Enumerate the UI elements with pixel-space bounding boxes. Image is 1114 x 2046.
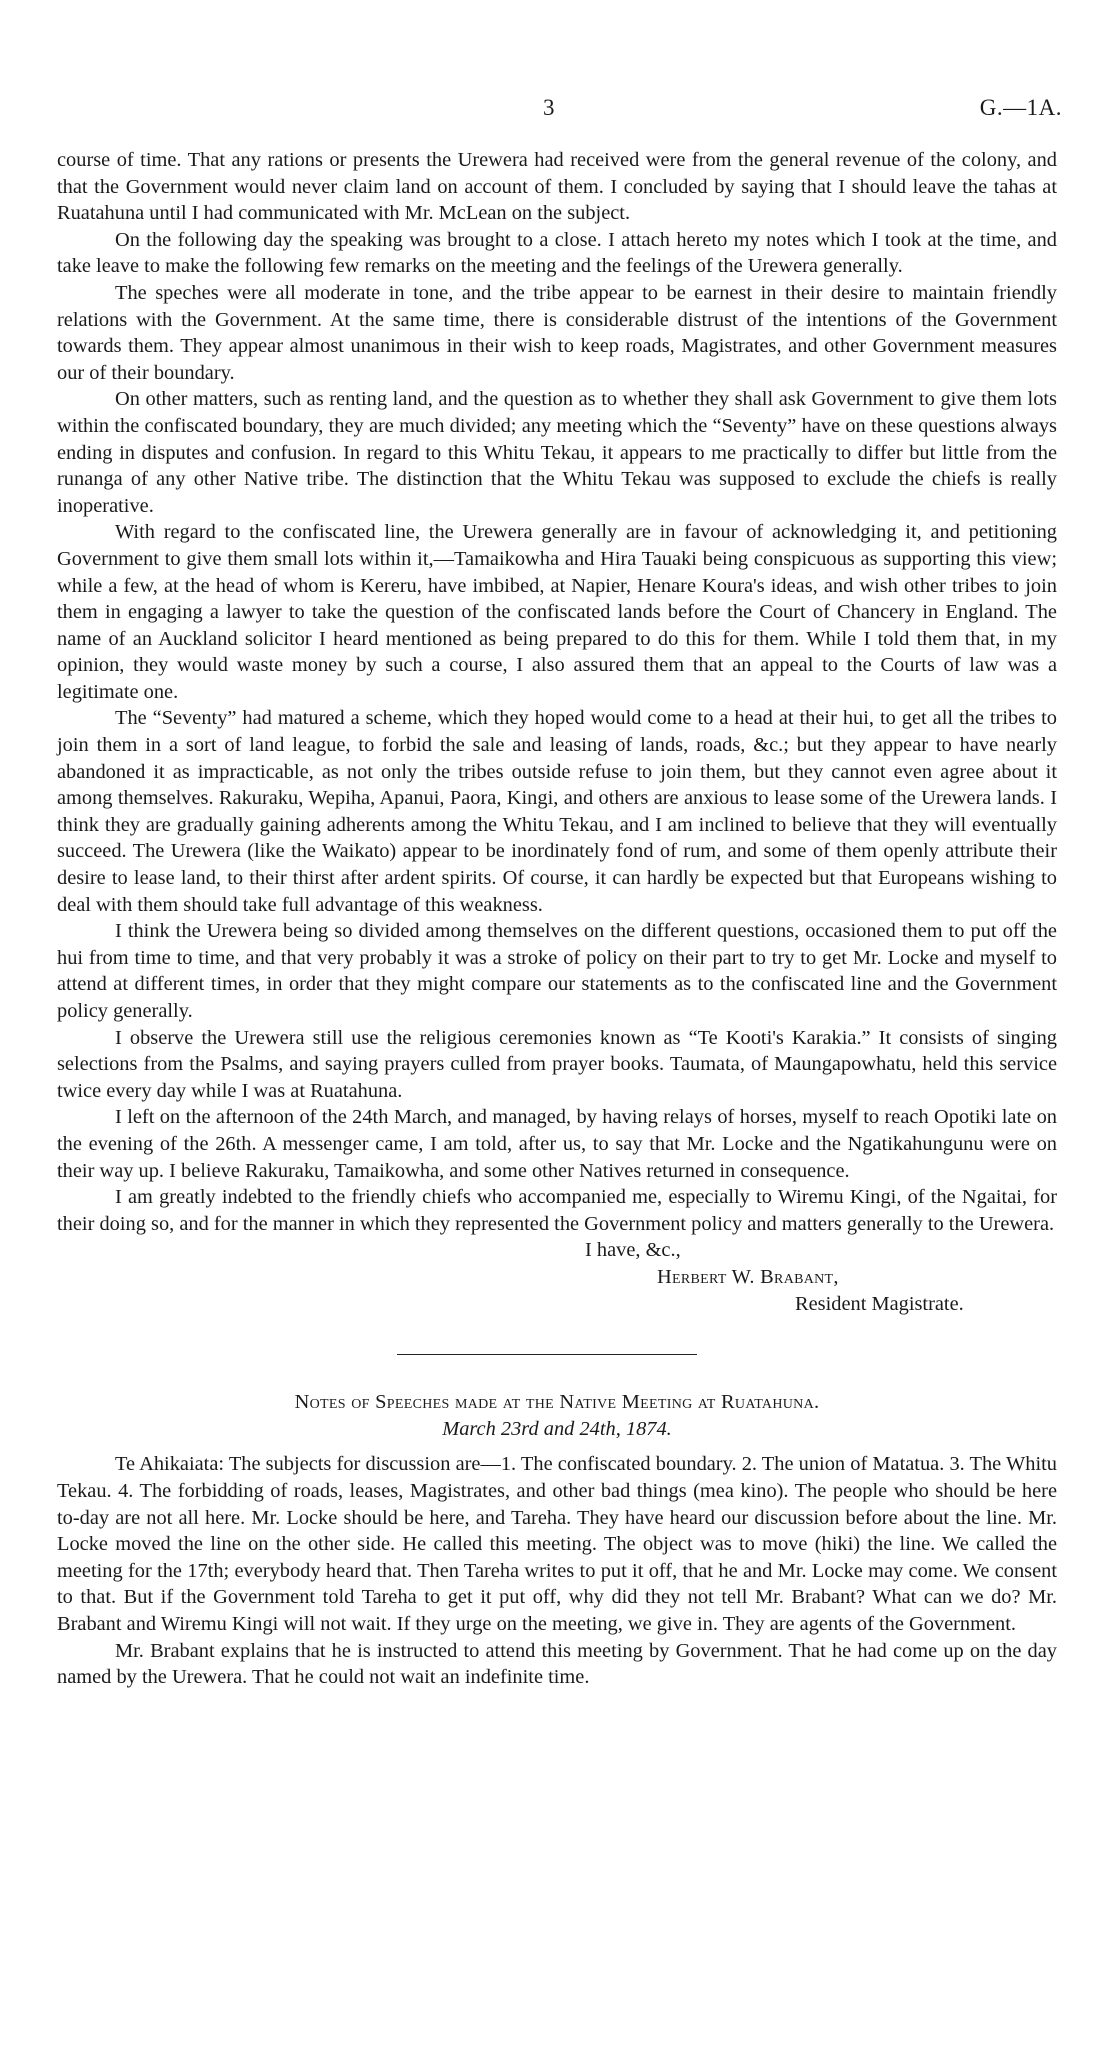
signature-name: Herbert W. Brabant, [657,1266,839,1289]
paragraph: I think the Urewera being so divided among themselves on the different questions, occasioned them to put off the hui from time to time, and that very probably it was a stroke of policy on their part to try to get Mr. Locke and myself to attend at different times, in order that they might compare our statements as to the confiscated line and the Government policy generally. [57,920,1057,1022]
section-divider [397,1354,697,1355]
notes-title: Notes of Speeches made at the Native Meeting at Ruatahuna. [294,1391,820,1414]
letter-body [57,147,1057,1237]
paragraph: The speches were all moderate in tone, and the tribe appear to be earnest in their desire to maintain friendly relations with the Government. At the same time, there is considerable distrust of the intentions of the Government towards them. They appear almost unanimous in their wish to keep roads, Magistrates, and other Government measures our of their boundary. [57,281,1057,384]
paragraph: I observe the Urewera still use the religious ceremonies known as “Te Kooti's Karakia.” It consists of singing selections from the Psalms, and saying prayers culled from prayer books. Taumata, of Maungapowhatu, held this service twice every day while I was at Ruatahuna. [57,1026,1057,1102]
notes-body [57,1451,1057,1690]
notes-date: March 23rd and 24th, 1874. [442,1418,672,1441]
signature-title: Resident Magistrate. [795,1293,964,1316]
page-number: 3 [543,95,555,120]
paragraph: The “Seventy” had matured a scheme, which they hoped would come to a head at their hui, to get all the tribes to join them in a sort of land league, to forbid the sale and leasing of lands, roads, &c.; but they appear to have nearly abandoned it as impracticable, as not only the tribes outside refuse to join them, but they cannot even agree about it among themselves. Rakuraku, Wepiha, Apanui, Paora, Kingi, and others are anxious to lease some of the Urewera lands. I think they are gradually gaining adherents among the Whitu Tekau, and I am inclined to believe that they will eventually succeed. The Urewera (like the Waikato) appear to be inordinately fond of rum, and some of them openly attribute their desire to lease land, to their thirst after ardent spirits. Of course, it can hardly be expected but that Europeans wishing to deal with them should take full advantage of this weakness. [57,707,1057,916]
notes-paragraph: Mr. Brabant explains that he is instructed to attend this meeting by Government. That he had come up on the day named by the Urewera. That he could not wait an indefinite time. [57,1639,1057,1689]
signature-block [57,1237,1057,1318]
paragraph: course of time. That any rations or presents the Urewera had received were from the general revenue of the colony, and that the Government would never claim land on account of them. I concluded by saying that I should leave the tahas at Ruatahuna until I had communicated with Mr. McLean on the subject. [57,149,1057,225]
paragraph: With regard to the confiscated line, the Urewera generally are in favour of acknowledging it, and petitioning Government to give them small lots within it,—Tamaikowha and Hira Tauaki being conspicuous as supporting this view; while a few, at the head of whom is Kereru, have imbibed, at Napier, Henare Koura's ideas, and wish other tribes to join them in engaging a lawyer to take the question of the confiscated lands before the Court of Chancery in England. The name of an Auckland solicitor I heard mentioned as being prepared to do this for them. While I told them that, in my opinion, they would waste money by such a course, I also assured them that an appeal to the Courts of law was a legitimate one. [57,521,1057,703]
signature-closing: I have, &c., [585,1239,681,1262]
paragraph: On other matters, such as renting land, and the question as to whether they shall ask Government to give them lots within the confiscated boundary, they are much divided; any meeting which the “Seventy” have on these questions always ending in disputes and confusion. In regard to this Whitu Tekau, it appears to me practically to differ but little from the runanga of any other Native tribe. The distinction that the Whitu Tekau was supposed to exclude the chiefs is really inoperative. [57,388,1057,517]
document-page [57,95,1062,1691]
paragraph: On the following day the speaking was brought to a close. I attach hereto my notes which I took at the time, and take leave to make the following few remarks on the meeting and the feelings of the Urewera generally. [57,228,1057,278]
paragraph: I am greatly indebted to the friendly chiefs who accompanied me, especially to Wiremu Kingi, of the Ngaitai, for their doing so, and for the manner in which they represented the Government policy and matters generally to the Urewera. [57,1186,1057,1235]
notes-paragraph: Te Ahikaiata: The subjects for discussion are—1. The confiscated boundary. 2. The union of Matatua. 3. The Whitu Tekau. 4. The forbidding of roads, leases, Magistrates, and other bad things (mea kino). The people who should be here to-day are not all here. Mr. Locke should be here, and Tareha. They have heard our discussion before about the line. Mr. Locke moved the line on the other side. He called this meeting. The object was to move (hiki) the line. We called the meeting for the 17th; everybody heard that. Then Tareha writes to put it off, that he and Mr. Locke may come. We consent to that. But if the Government told Tareha to get it put off, why did they not tell Mr. Brabant? What can we do? Mr. Brabant and Wiremu Kingi will not wait. If they urge on the meeting, we give in. They are agents of the Government. [57,1453,1057,1635]
paragraph: I left on the afternoon of the 24th March, and managed, by having relays of horses, myself to reach Opotiki late on the evening of the 26th. A messenger came, I am told, after us, to say that Mr. Locke and the Ngatikahungunu were on their way up. I believe Rakuraku, Tamaikowha, and some other Natives returned in consequence. [57,1106,1057,1182]
document-reference: G.—1A. [979,95,1062,120]
page-header [57,95,1062,125]
